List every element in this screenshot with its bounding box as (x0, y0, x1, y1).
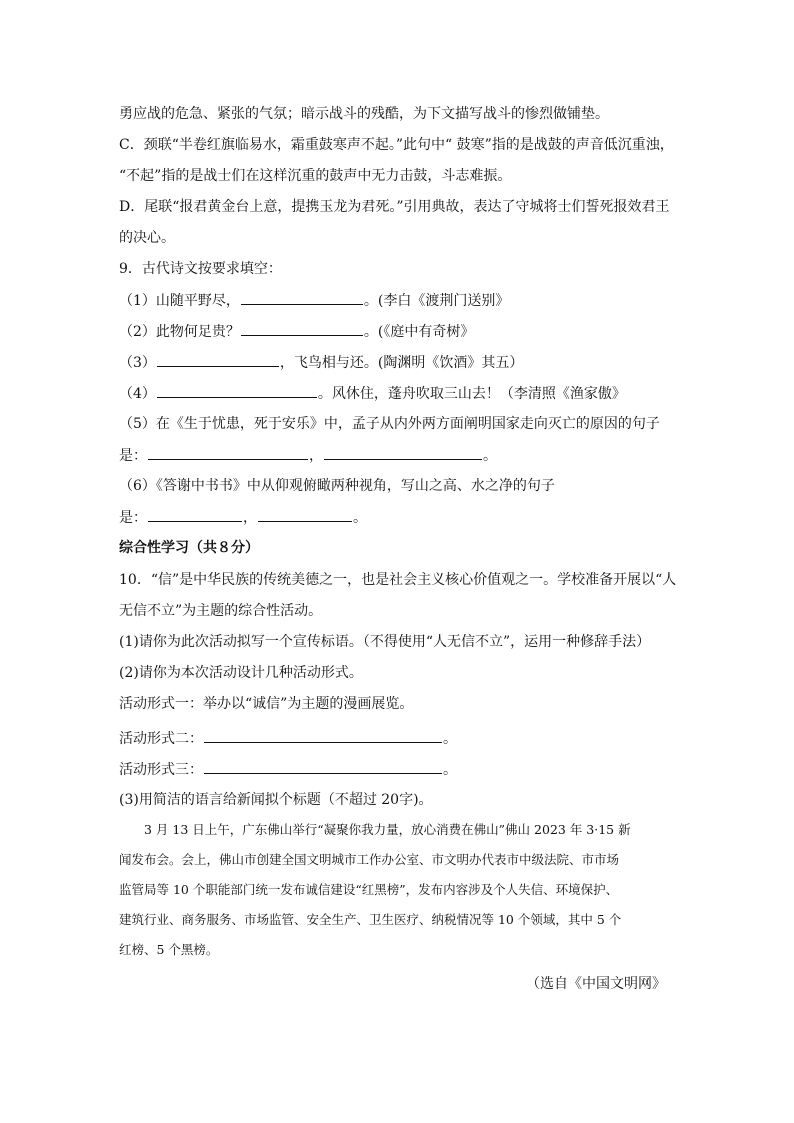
q8-option-c-line1: C．颈联“半卷红旗临易水，霜重鼓寒声不起。”此句中“ 鼓寒”指的是战鼓的声音低沉重浊， (119, 137, 674, 153)
news-line: 红榜、5 个黑榜。 (119, 942, 219, 957)
q10-sub3: (3)用简洁的语言给新闻拟个标题（不超过 20字)。 (119, 792, 433, 808)
q9-item-2-blank[interactable] (241, 321, 363, 336)
q10-form3-end: 。 (443, 762, 457, 778)
q10-form2 (119, 728, 457, 749)
q9-item-2-post: 。(《庭中有奇树》 (363, 324, 475, 340)
q10-stem-line2: 无信不立”为主题的综合性活动。 (119, 603, 323, 619)
q9-item-5-line1: （5）在《生于忧患，死于安乐》中，孟子从内外两方面阐明国家走向灭亡的原因的句子 (119, 416, 660, 432)
q9-title: 9．古代诗文按要求填空： (119, 261, 282, 277)
q8-option-b-continuation: 勇应战的危急、紧张的气氛；暗示战斗的残酷，为下文描写战斗的惨烈做铺垫。 (119, 106, 609, 122)
q8-option-d-line1: D．尾联“报君黄金台上意，提携玉龙为君死。”引用典故，表达了守城将士们誓死报效君王 (119, 199, 670, 215)
q10-form1: 活动形式一：举办以“诚信”为主题的漫画展览。 (119, 696, 414, 712)
news-source: （选自《中国文明网》 (526, 976, 666, 992)
q9-item-4-blank[interactable] (157, 383, 317, 398)
news-line: 建筑行业、商务服务、市场监管、安全生产、卫生医疗、纳税情况等 10 个领域，其中 5 个 (119, 912, 622, 927)
q9-item-3 (119, 352, 523, 373)
q8-option-d-line2: 的决心。 (119, 230, 175, 246)
q9-item-1-post: 。(李白《渡荆门送别》 (363, 293, 510, 309)
q9-item-1-blank[interactable] (241, 290, 363, 305)
q9-item-5-blank-b[interactable] (324, 445, 482, 460)
q9-item-3-blank[interactable] (157, 352, 279, 367)
q9-item-5-sep: ， (309, 448, 323, 464)
q9-item-4 (119, 383, 626, 404)
q9-item-5-end: 。 (483, 448, 497, 464)
news-line: 闻发布会。会上，佛山市创建全国文明城市工作办公室、市文明办代表市中级法院、市市场 (119, 852, 620, 867)
q9-item-6-line1: （6）《答谢中书书》中从仰观俯瞰两种视角，写山之高、水之净的句子 (119, 478, 555, 494)
q9-item-5-pre: 是： (119, 448, 147, 464)
q9-item-2-pre: （2）此物何足贵？ (119, 324, 240, 340)
q9-item-5-line2 (119, 445, 497, 466)
q9-item-5-blank-a[interactable] (148, 445, 308, 460)
q10-form3-blank[interactable] (204, 759, 442, 774)
q8-option-c-line2: “不起”指的是战士们在这样沉重的鼓声中无力击鼓，斗志难振。 (119, 168, 512, 184)
q10-form3-pre: 活动形式三： (119, 762, 203, 778)
q9-item-4-pre: （4） (119, 386, 156, 402)
news-line: 3 月 13 日上午，广东佛山举行“凝聚你我力量，放心消费在佛山”佛山 2023 年 3·15 新 (119, 822, 631, 837)
q10-form2-blank[interactable] (204, 728, 442, 743)
q9-item-6-blank-b[interactable] (258, 507, 352, 522)
news-line: 监管局等 10 个职能部门统一发布诚信建设“红黑榜”，发布内容涉及个人失信、环境保护、 (119, 882, 619, 897)
q10-stem-line1: 10．“信”是中华民族的传统美德之一，也是社会主义核心价值观之一。学校准备开展以“人 (119, 572, 677, 588)
q9-item-1 (119, 290, 509, 311)
q10-form3 (119, 759, 457, 780)
q9-item-6-sep: ， (243, 510, 257, 526)
q9-item-6-blank-a[interactable] (148, 507, 242, 522)
q10-form2-end: 。 (443, 731, 457, 747)
q9-item-6-pre: 是： (119, 510, 147, 526)
q10-sub2: (2)请你为本次活动设计几种活动形式。 (119, 665, 363, 681)
q9-item-3-post: ，飞鸟相与还。(陶渊明《饮酒》其五） (279, 355, 524, 371)
q10-form2-pre: 活动形式二： (119, 731, 203, 747)
section-heading: 综合性学习（共８分） (119, 540, 259, 556)
q10-sub1: (1)请你为此次活动拟写一个宣传标语。（不得使用“人无信不立”，运用一种修辞手法） (119, 634, 651, 650)
q9-item-2 (119, 321, 474, 342)
q9-item-1-pre: （1）山随平野尽， (119, 293, 240, 309)
q9-item-4-post: 。风休住，蓬舟吹取三山去！（李清照《渔家傲》 (317, 386, 626, 402)
q9-item-3-pre: （3） (119, 355, 156, 371)
q9-item-6-end: 。 (353, 510, 367, 526)
q9-item-6-line2 (119, 507, 367, 528)
